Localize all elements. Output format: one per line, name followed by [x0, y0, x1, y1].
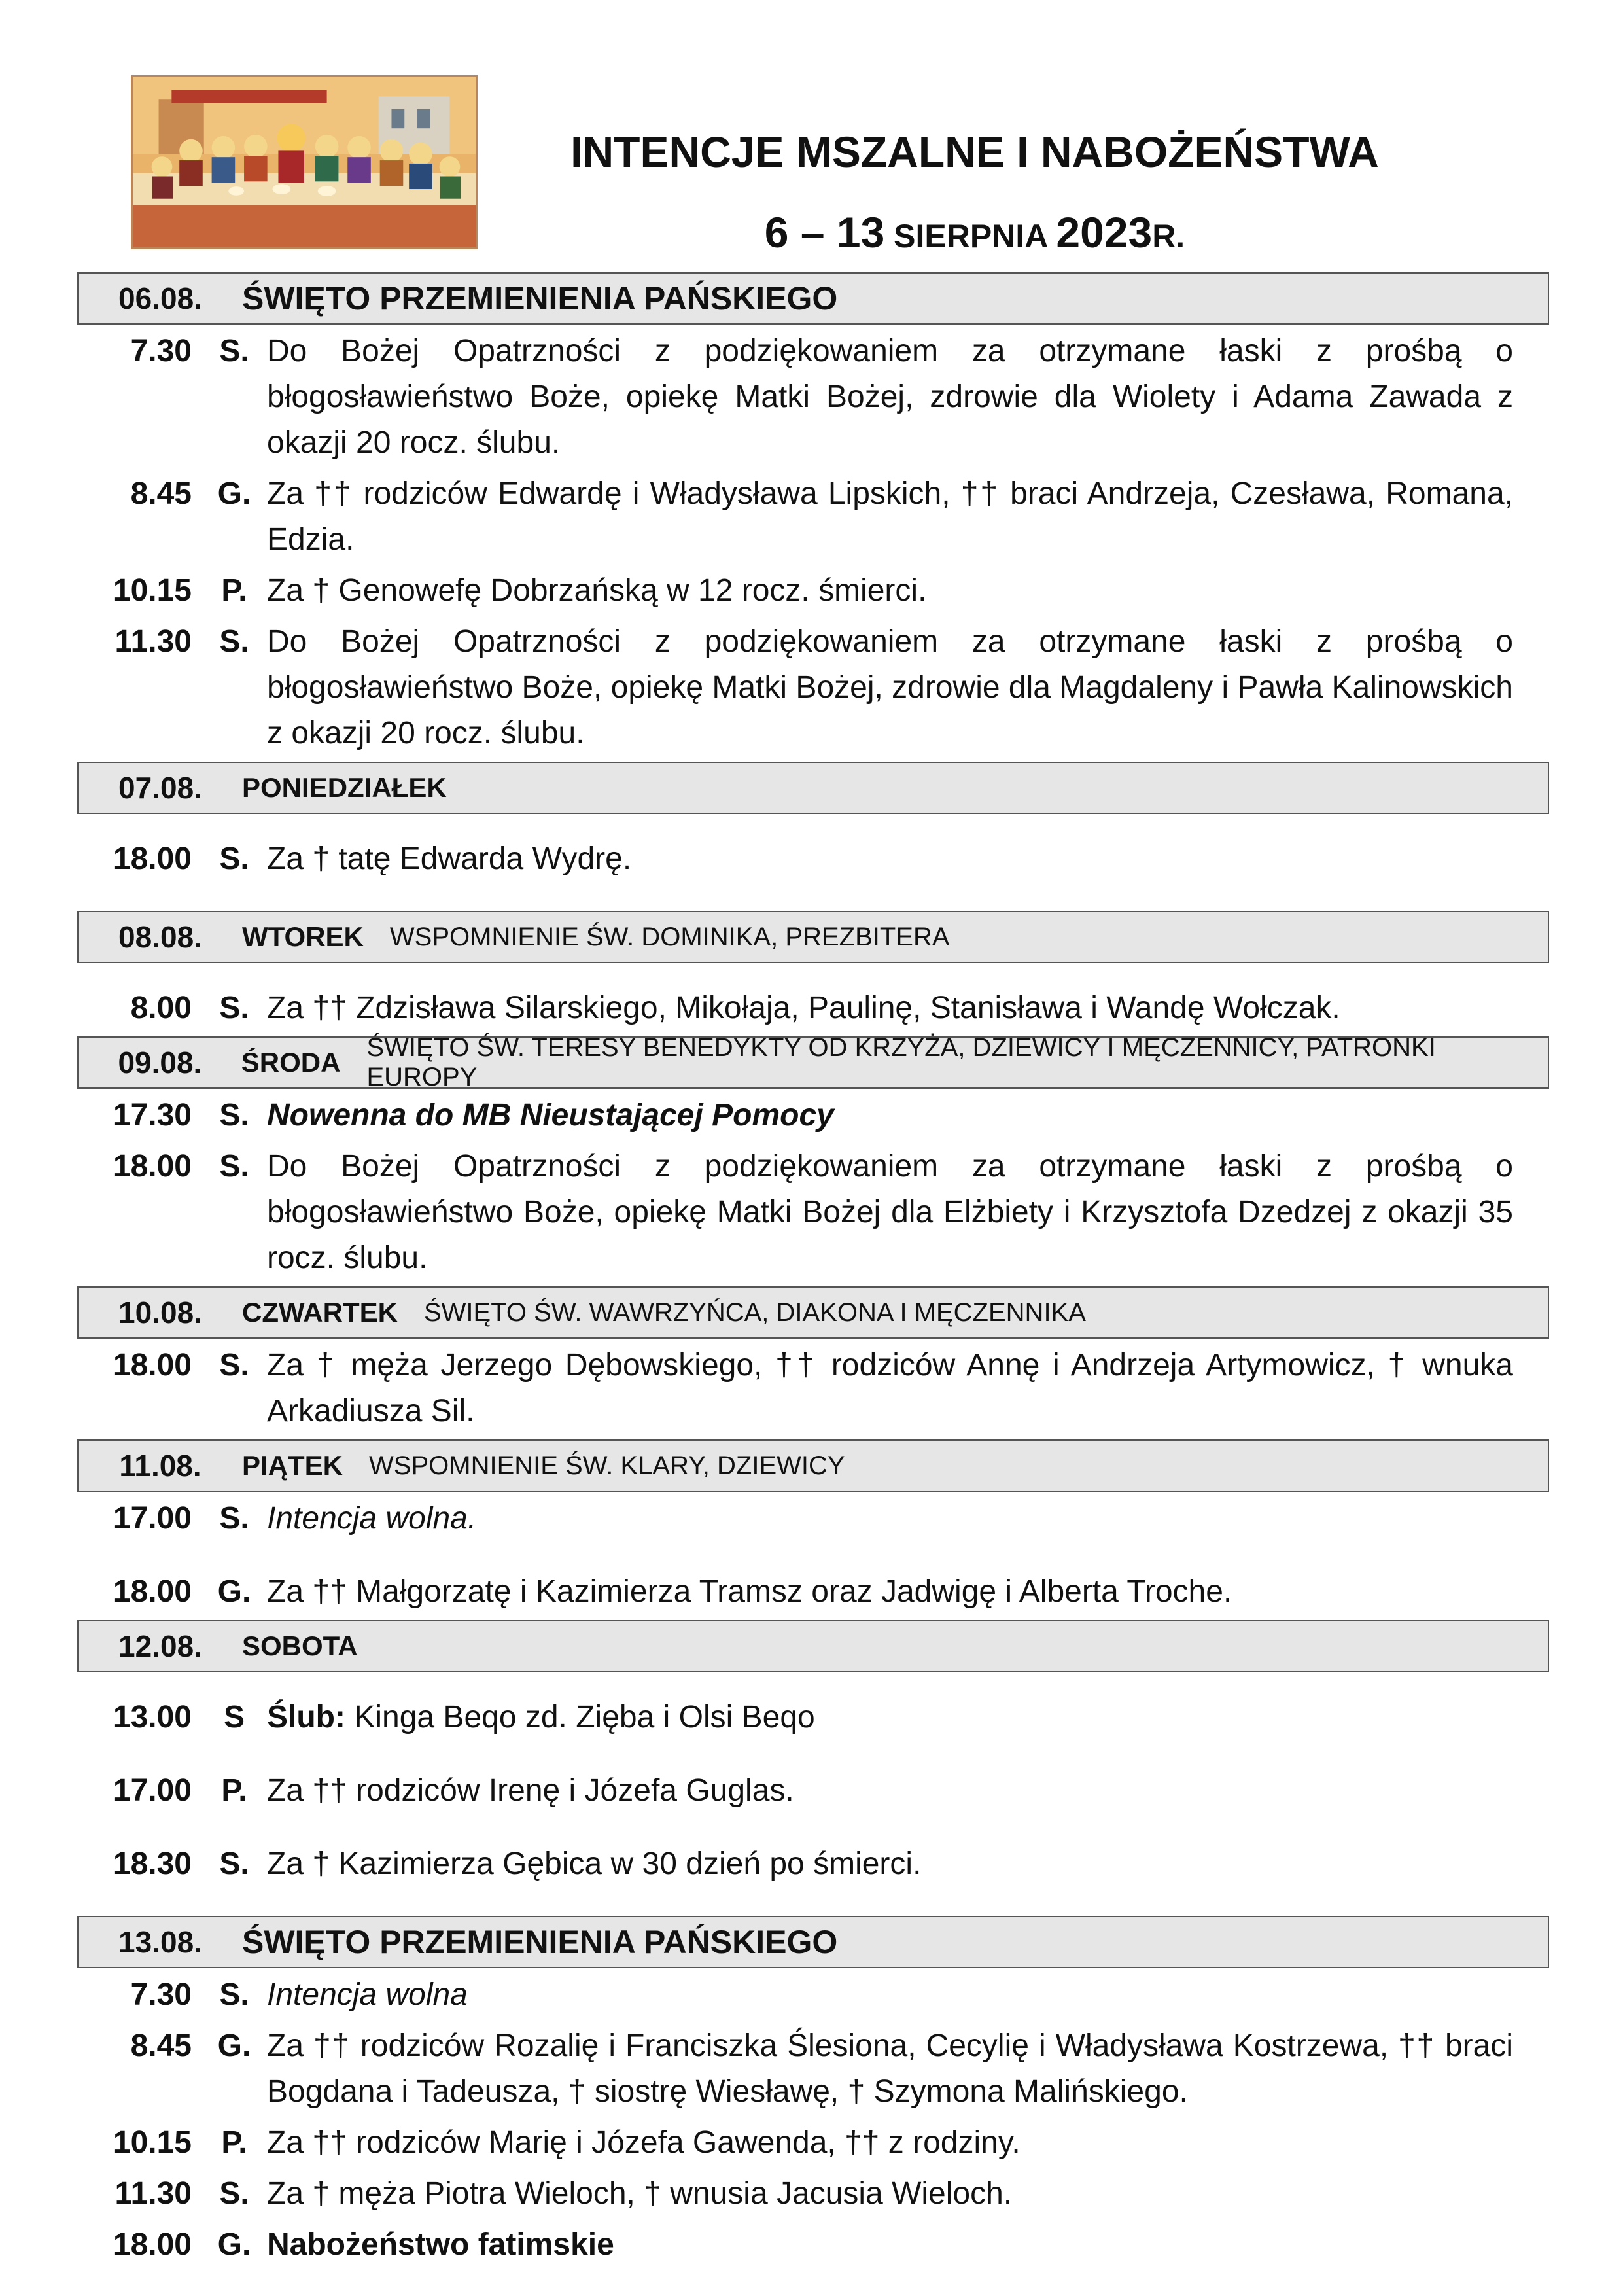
- mass-entry: [77, 1768, 1549, 1814]
- day-header-12-08: [77, 1620, 1549, 1672]
- mass-intention: Za † męża Piotra Wieloch, † wnusia Jacusia Wieloch.: [267, 2176, 1013, 2211]
- mass-time: 18.00: [113, 1348, 192, 1383]
- wedding-label: Ślub:: [267, 1700, 345, 1735]
- mass-location: S.: [219, 1501, 249, 1536]
- last-supper-icon-image: [131, 75, 478, 249]
- mass-intention-free: Intencja wolna.: [267, 1501, 477, 1536]
- mass-entry: [77, 985, 1549, 1031]
- last-supper-icon: [133, 77, 476, 247]
- mass-intention: Za † tatę Edwarda Wydrę.: [267, 841, 632, 876]
- day-date: 11.08.: [119, 1449, 201, 1483]
- mass-intention: Za †† rodziców Irenę i Józefa Guglas.: [267, 1773, 794, 1808]
- mass-entry: [77, 1144, 1549, 1281]
- mass-time: 18.00: [113, 841, 192, 876]
- novena-title: Nowenna do MB Nieustającej Pomocy: [267, 1098, 834, 1133]
- mass-entry: [77, 1093, 1549, 1139]
- mass-intention: Do Bożej Opatrzności z podziękowaniem za otrzymane łaski z prośbą o błogosławieństwo Boże, opiekę Matki Bożej, zdrowie dla Wiolety i Adama Zawada z okazji 20 rocz. ślubu.: [267, 334, 1513, 460]
- mass-intention: Do Bożej Opatrzności z podziękowaniem za otrzymane łaski z prośbą o błogosławieństwo Boże, opiekę Matki Bożej, zdrowie dla Magdaleny i Pawła Kalinowskich z okazji 20 rocz. ślubu.: [267, 624, 1513, 751]
- mass-intention: Za †† Zdzisława Silarskiego, Mikołaja, Paulinę, Stanisława i Wandę Wołczak.: [267, 991, 1340, 1025]
- mass-location: S.: [219, 1846, 249, 1881]
- day-header-06-08: [77, 272, 1549, 325]
- day-date: 08.08.: [118, 920, 202, 954]
- mass-entry: [77, 471, 1549, 563]
- mass-location: S.: [219, 841, 249, 876]
- mass-location: S.: [219, 2176, 249, 2211]
- mass-intention: Za † Genowefę Dobrzańską w 12 rocz. śmierci.: [267, 573, 927, 608]
- day-header-10-08: [77, 1286, 1549, 1339]
- mass-location: S.: [219, 1149, 249, 1184]
- day-name: ŚRODA: [241, 1047, 341, 1078]
- mass-entry: [77, 2023, 1549, 2115]
- day-feast: ŚWIĘTO ŚW. WAWRZYŃCA, DIAKONA I MĘCZENNIKA: [423, 1298, 1086, 1327]
- day-feast: WSPOMNIENIE ŚW. DOMINIKA, PREZBITERA: [389, 922, 950, 951]
- wedding-couple: Kinga Beqo zd. Zięba i Olsi Beqo: [345, 1700, 815, 1735]
- mass-time: 10.15: [113, 2125, 192, 2160]
- mass-location: G.: [217, 1574, 251, 1609]
- mass-entry: [77, 2120, 1549, 2166]
- title-line-1-text: INTENCJE MSZALNE I NABOŻEŃSTWA: [570, 128, 1379, 176]
- mass-time: 17.30: [113, 1098, 192, 1133]
- wedding-entry: [77, 1695, 1549, 1740]
- mass-location: S.: [219, 1977, 249, 2012]
- mass-location: G.: [217, 2028, 251, 2063]
- day-feast: ŚWIĘTO ŚW. TERESY BENEDYKTY OD KRZYŻA, DZIEWICY I MĘCZENNICY, PATRONKI EUROPY: [366, 1033, 1436, 1091]
- mass-intention: Za †† Małgorzatę i Kazimierza Tramsz oraz Jadwigę i Alberta Troche.: [267, 1574, 1232, 1609]
- mass-intention: Za †† rodziców Marię i Józefa Gawenda, †† z rodziny.: [267, 2125, 1021, 2160]
- mass-time: 18.30: [113, 1846, 192, 1881]
- day-name: SOBOTA: [242, 1631, 358, 1661]
- mass-intention: Za †† rodziców Rozalię i Franciszka Ślesiona, Cecylię i Władysława Kostrzewa, †† braci Bogdana i Tadeusza, † siostrę Wiesławę, † Szymona Malińskiego.: [267, 2028, 1513, 2109]
- day-name: CZWARTEK: [242, 1297, 398, 1328]
- day-header-08-08: [77, 911, 1549, 963]
- mass-entry: [77, 1841, 1549, 1887]
- schedule-table: [77, 267, 1549, 2273]
- title-year: 2023: [1056, 208, 1153, 256]
- mass-time: 7.30: [130, 334, 192, 368]
- mass-time: 18.00: [113, 1149, 192, 1184]
- mass-time: 8.45: [130, 476, 192, 511]
- mass-time: 17.00: [113, 1773, 192, 1808]
- mass-time: 11.30: [114, 2176, 192, 2211]
- mass-entry: [77, 2171, 1549, 2217]
- day-date: 13.08.: [118, 1925, 202, 1959]
- day-feast: WSPOMNIENIE ŚW. KLARY, DZIEWICY: [369, 1451, 845, 1480]
- day-date: 10.08.: [118, 1296, 202, 1330]
- mass-time: 7.30: [130, 1977, 192, 2012]
- mass-time: 10.15: [113, 573, 192, 608]
- title-line-1: [550, 118, 1400, 198]
- mass-entry: [77, 2222, 1549, 2268]
- mass-time: 8.45: [130, 2028, 192, 2063]
- mass-time: 17.00: [113, 1501, 192, 1536]
- mass-entry: [77, 1569, 1549, 1615]
- mass-entry: [77, 619, 1549, 756]
- mass-location: P.: [221, 1773, 247, 1808]
- mass-location: S.: [219, 334, 249, 368]
- day-date: 07.08.: [118, 771, 202, 805]
- day-name: PIĄTEK: [242, 1450, 343, 1481]
- mass-intention: Za † Kazimierza Gębica w 30 dzień po śmierci.: [267, 1846, 922, 1881]
- mass-location: P.: [221, 573, 247, 608]
- mass-intention-free: Intencja wolna: [267, 1977, 468, 2012]
- page-title: [550, 118, 1400, 279]
- day-header-11-08: [77, 1439, 1549, 1492]
- day-name: ŚWIĘTO PRZEMIENIENIA PAŃSKIEGO: [242, 280, 838, 317]
- mass-intention: Za †† rodziców Edwardę i Władysława Lipskich, †† braci Andrzeja, Czesława, Romana, Edzia.: [267, 476, 1513, 557]
- day-header-09-08: [77, 1033, 1549, 1091]
- day-header-13-08: [77, 1916, 1549, 1968]
- mass-entry: [77, 1972, 1549, 2018]
- mass-time: 8.00: [130, 991, 192, 1025]
- mass-location: P.: [221, 2125, 247, 2160]
- mass-location: G.: [217, 476, 251, 511]
- mass-intention: Za † męża Jerzego Dębowskiego, †† rodziców Annę i Andrzeja Artymowicz, † wnuka Arkadiusza Sil.: [267, 1348, 1513, 1428]
- mass-time: 13.00: [113, 1700, 192, 1735]
- mass-time: 18.00: [113, 1574, 192, 1609]
- day-date: 06.08.: [118, 281, 202, 315]
- mass-entry: [77, 1343, 1549, 1434]
- day-name: PONIEDZIAŁEK: [242, 772, 447, 803]
- day-name: WTOREK: [242, 921, 364, 952]
- fatima-service: Nabożeństwo fatimskie: [267, 2227, 614, 2262]
- mass-entry: [77, 568, 1549, 614]
- mass-location: S: [223, 1700, 245, 1735]
- mass-intention: Do Bożej Opatrzności z podziękowaniem za otrzymane łaski z prośbą o błogosławieństwo Boże, opiekę Matki Bożej dla Elżbiety i Krzysztofa Dzedzej z okazji 35 rocz. ślubu.: [267, 1149, 1513, 1275]
- mass-time: 11.30: [114, 624, 192, 659]
- title-month: SIERPNIA: [884, 218, 1056, 255]
- mass-location: S.: [219, 624, 249, 659]
- mass-entry: [77, 328, 1549, 466]
- title-suffix: R.: [1152, 218, 1185, 255]
- mass-location: S.: [219, 991, 249, 1025]
- day-header-07-08: [77, 762, 1549, 814]
- day-date: 09.08.: [118, 1046, 202, 1080]
- mass-entry: [77, 1496, 1549, 1542]
- mass-location: G.: [217, 2227, 251, 2262]
- mass-time: 18.00: [113, 2227, 192, 2262]
- mass-entry: [77, 836, 1549, 882]
- day-date: 12.08.: [118, 1629, 202, 1663]
- wedding-text: [267, 1695, 1513, 1740]
- title-dates: 6 – 13: [764, 208, 885, 256]
- mass-location: S.: [219, 1348, 249, 1383]
- day-name: ŚWIĘTO PRZEMIENIENIA PAŃSKIEGO: [242, 1924, 838, 1960]
- mass-location: S.: [219, 1098, 249, 1133]
